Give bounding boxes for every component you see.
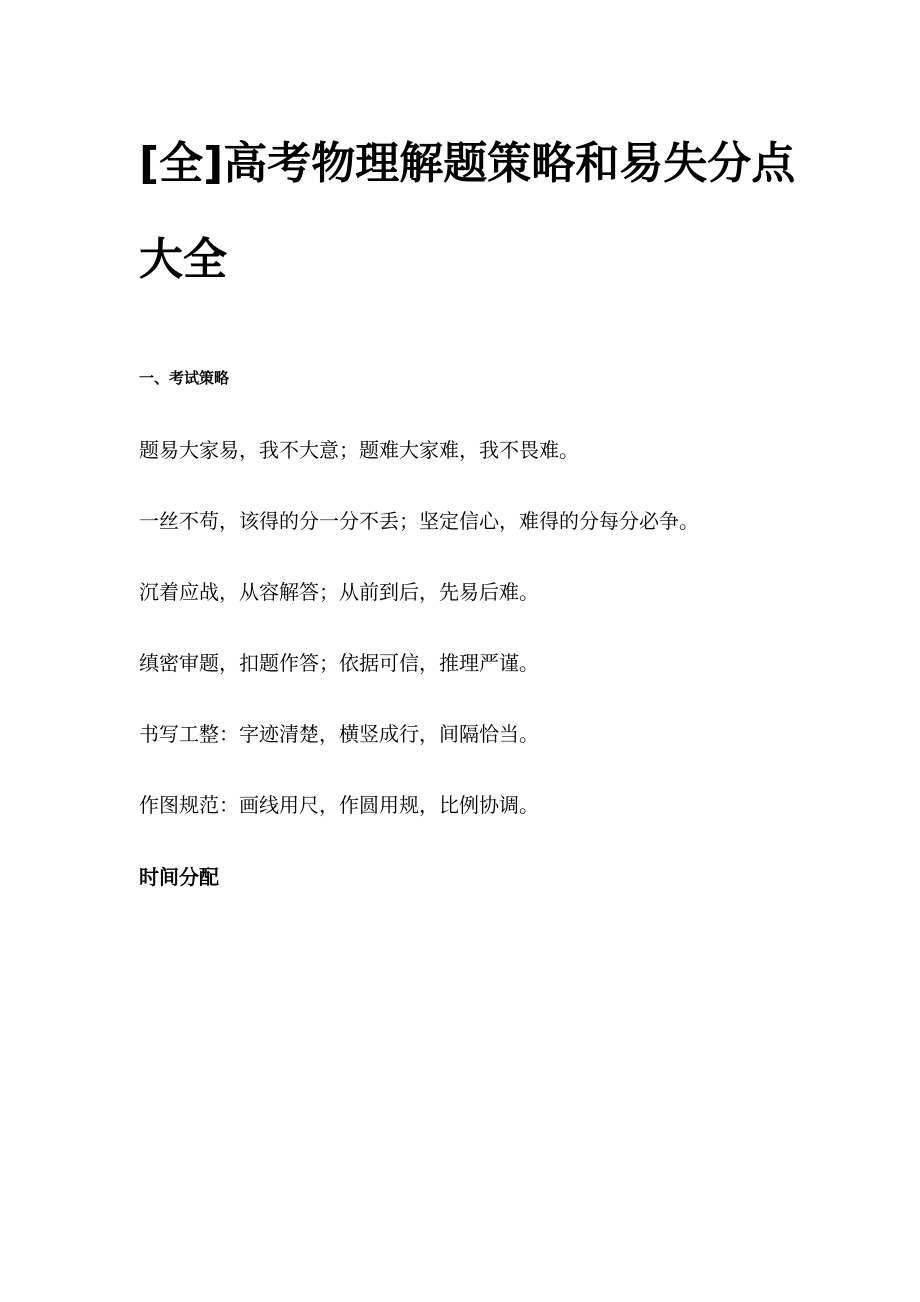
paragraph: 题易大家易，我不大意；题难大家难，我不畏难。 (139, 438, 579, 462)
paragraph: 作图规范：画线用尺，作圆用规，比例协调。 (139, 793, 539, 817)
paragraph: 缜密审题，扣题作答；依据可信，推理严谨。 (139, 651, 539, 675)
subheading-time-allocation: 时间分配 (139, 865, 219, 889)
document-title: [全]高考物理解题策略和易失分点大全 (139, 138, 796, 285)
section-heading-exam-strategy: 一、考试策略 (139, 369, 230, 387)
paragraph: 书写工整：字迹清楚，横竖成行，间隔恰当。 (139, 722, 539, 746)
paragraph: 沉着应战，从容解答；从前到后，先易后难。 (139, 580, 539, 604)
paragraph: 一丝不苟，该得的分一分不丢；坚定信心，难得的分每分必争。 (139, 509, 699, 533)
